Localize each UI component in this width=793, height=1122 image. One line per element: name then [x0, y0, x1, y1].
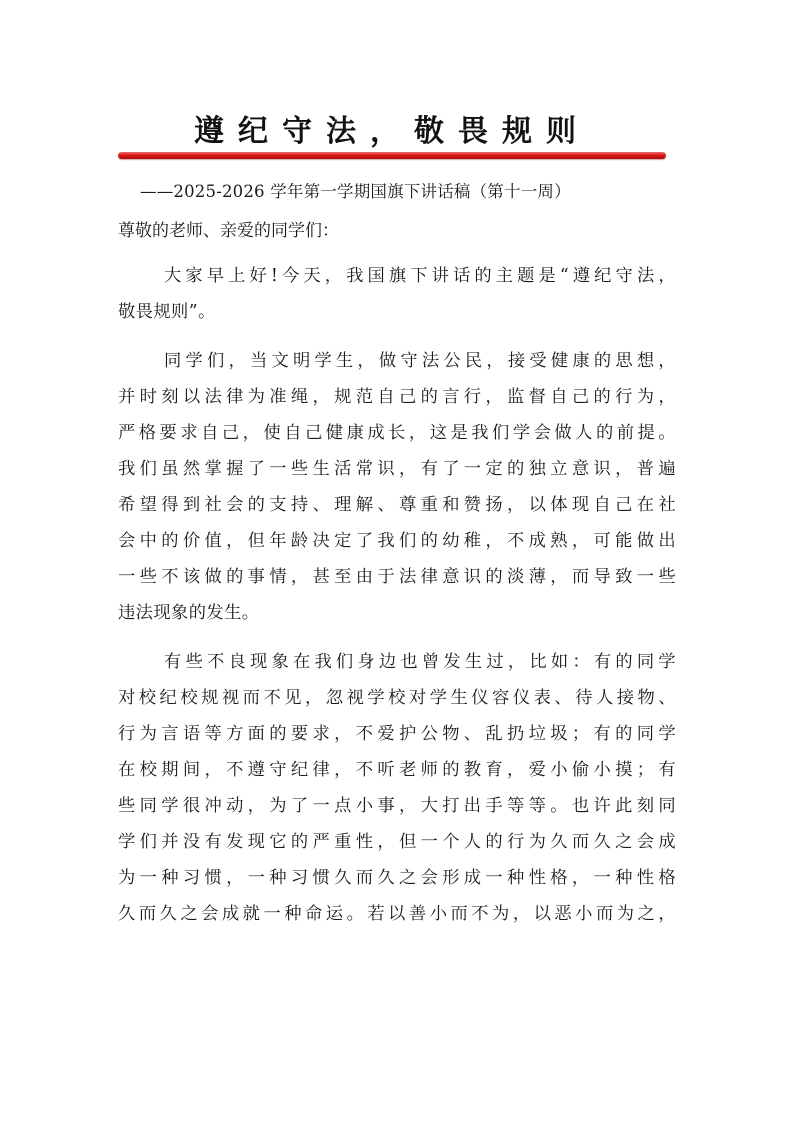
text-line: 会中的价值，但年龄决定了我们的幼稚，不成熟，可能做出 [118, 531, 676, 551]
speech-subtitle: ——2025-2026 学年第一学期国旗下讲话稿（第十一周） [140, 182, 571, 201]
speech-body [118, 258, 676, 945]
title-underline [118, 152, 666, 159]
text-line: 严格要求自己，使自己健康成长，这是我们学会做人的前提。 [118, 423, 676, 443]
text-line: 学们并没有发现它的严重性，但一个人的行为久而久之会成 [118, 832, 676, 852]
text-line: 违法现象的发生。 [118, 603, 260, 623]
text-line: 为一种习惯，一种习惯久而久之会形成一种性格，一种性格 [118, 868, 676, 888]
text-line: 希望得到社会的支持、理解、尊重和赞扬，以体现自己在社 [118, 495, 676, 515]
speech-title: 遵纪守法，敬畏规则 [194, 114, 590, 149]
text-line: 一些不该做的事情，甚至由于法律意识的淡薄，而导致一些 [118, 567, 676, 587]
text-line: 些同学很冲动，为了一点小事，大打出手等等。也许此刻同 [118, 796, 676, 816]
text-line: 敬畏规则”。 [118, 302, 216, 322]
paragraph-3 [118, 644, 676, 932]
text-line: 对校纪校规视而不见，忽视学校对学生仪容仪表、待人接物、 [118, 688, 676, 708]
paragraph-2 [118, 343, 676, 631]
text-line: 同学们，当文明学生，做守法公民，接受健康的思想， [164, 351, 676, 371]
text-line: 我们虽然掌握了一些生活常识，有了一定的独立意识，普遍 [118, 459, 676, 479]
text-line: 行为言语等方面的要求，不爱护公物、乱扔垃圾；有的同学 [118, 724, 676, 744]
text-line: 在校期间，不遵守纪律，不听老师的教育，爱小偷小摸；有 [118, 760, 676, 780]
text-line: 有些不良现象在我们身边也曾发生过，比如：有的同学 [164, 652, 676, 672]
text-line: 久而久之会成就一种命运。若以善小而不为，以恶小而为之， [118, 904, 676, 924]
greeting-line: 尊敬的老师、亲爱的同学们： [118, 221, 339, 241]
paragraph-1 [118, 258, 676, 330]
text-line: 并时刻以法律为准绳，规范自己的言行，监督自己的行为， [118, 387, 676, 407]
text-line: 大家早上好!今天，我国旗下讲话的主题是“遵纪守法， [164, 266, 676, 286]
